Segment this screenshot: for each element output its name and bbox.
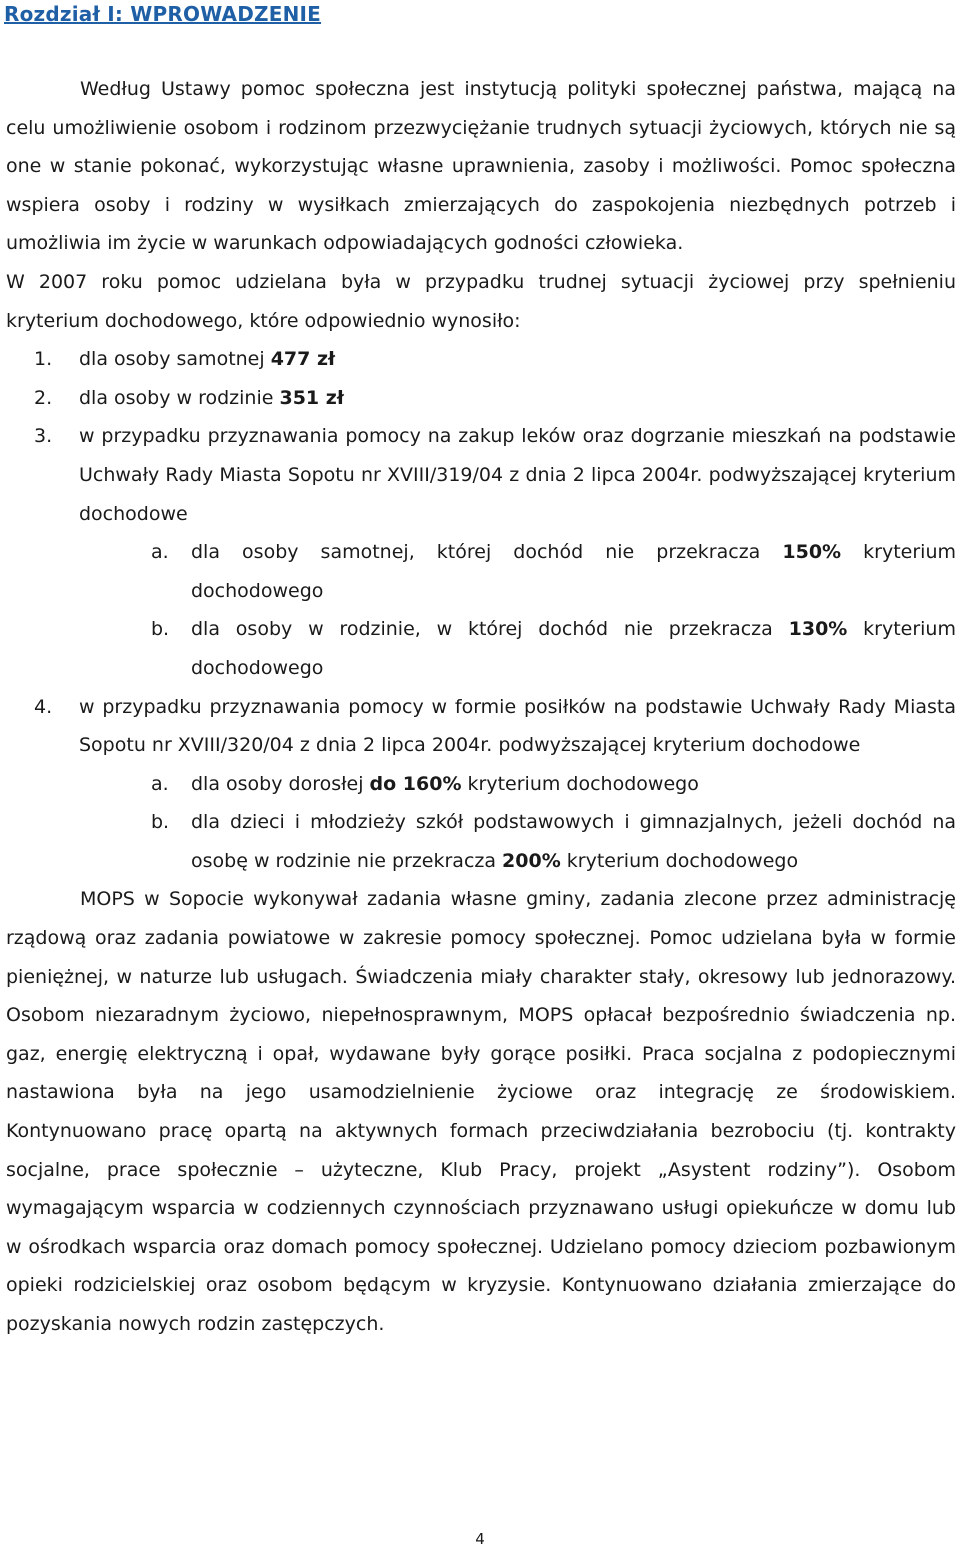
- sub-item-text: dla osoby samotnej, której dochód nie przekracza: [191, 541, 783, 564]
- sub-list-item: [6, 765, 956, 804]
- list-item-amount: 477 zł: [270, 348, 336, 371]
- sub-list-letter: a.: [151, 541, 169, 564]
- list-item-amount: 351 zł: [279, 386, 344, 409]
- sub-item-text: dla dzieci i młodzieży szkół podstawowych i gimnazjalnych, jeżeli dochód na osobę w rodzinie nie przekracza: [191, 811, 956, 872]
- sub-list: [79, 765, 956, 881]
- criteria-list: [6, 340, 956, 880]
- sub-list-letter: b.: [151, 811, 170, 834]
- mops-paragraph: MOPS w Sopocie wykonywał zadania własne gminy, zadania zlecone przez administrację rządową oraz zadania powiatowe w zakresie pomocy społecznej. Pomoc udzielana była w formie pieniężnej, w naturze lub usługach. Świadczenia miały charakter stały, okresowy lub jednorazowy. Osobom niezaradnym życiowo, niepełnosprawnym, MOPS opłacał bezpośrednio świadczenia np. gaz, energię elektryczną i opał, wydawane były gorące posiłki. Praca socjalna z podopiecznymi nastawiona była na jego usamodzielnienie życiowe oraz integrację ze środowiskiem. Kontynuowano pracę opartą na aktywnych formach przeciwdziałania bezrobociu (tj. kontrakty socjalne, prace społecznie – użyteczne, Klub Pracy, projekt „Asystent rodziny”). Osobom wymagającym wsparcia w codziennych czynnościach przyznawano usługi opiekuńcze w domu lub w ośrodkach wsparcia oraz domach pomocy społecznej. Udzielano pomocy dzieciom pozbawionym opieki rodzicielskiej oraz osobom będącym w kryzysie. Kontynuowano działania zmierzające do pozyskania nowych rodzin zastępczych.: [6, 888, 956, 1335]
- sub-list-item: [6, 610, 956, 687]
- sub-list-item: [6, 533, 956, 610]
- sub-item-percent: 130%: [788, 618, 848, 641]
- page-number: 4: [475, 1530, 485, 1548]
- list-item-text: dla osoby w rodzinie: [79, 386, 280, 409]
- chapter-heading: Rozdział I: WPROWADZENIE: [4, 2, 322, 26]
- list-item-text: w przypadku przyznawania pomocy na zakup leków oraz dogrzanie mieszkań na podstawie Uchwały Rady Miasta Sopotu nr XVIII/319/04 z dnia 2 lipca 2004r. podwyższającej kryterium dochodowe: [79, 425, 956, 525]
- sub-item-percent: 200%: [502, 849, 561, 872]
- sub-item-text-end: kryterium dochodowego: [191, 618, 956, 679]
- sub-list-item: [6, 803, 956, 880]
- criteria-paragraph: W 2007 roku pomoc udzielana była w przypadku trudnej sytuacji życiowej przy spełnieniu kryterium dochodowego, które odpowiednio wynosiło:: [6, 270, 956, 332]
- list-item: [6, 417, 956, 687]
- list-item-text: dla osoby samotnej: [79, 348, 271, 371]
- list-item: [6, 379, 956, 418]
- list-item-text: w przypadku przyznawania pomocy w formie posiłków na podstawie Uchwały Rady Miasta Sopotu nr XVIII/320/04 z dnia 2 lipca 2004r. podwyższającej kryterium dochodowe: [79, 695, 956, 757]
- sub-item-percent: do 160%: [369, 772, 462, 795]
- sub-item-text: dla osoby w rodzinie, w której dochód nie przekracza: [191, 618, 789, 641]
- sub-list-letter: a.: [151, 772, 169, 795]
- list-item: [6, 340, 956, 379]
- list-number: 3.: [34, 425, 53, 448]
- sub-list: [79, 533, 956, 687]
- sub-item-text-end: kryterium dochodowego: [461, 772, 699, 795]
- sub-item-text-end: kryterium dochodowego: [560, 849, 799, 872]
- list-number: 2.: [34, 386, 53, 409]
- intro-paragraph: Według Ustawy pomoc społeczna jest instytucją polityki społecznej państwa, mającą na celu umożliwienie osobom i rodzinom przezwyciężanie trudnych sytuacji życiowych, których nie są one w stanie pokonać, wykorzystując własne uprawnienia, zasoby i możliwości. Pomoc społeczna wspiera osoby i rodziny w wysiłkach zmierzających do zaspokojenia niezbędnych potrzeb i umożliwia im życie w warunkach odpowiadających godności człowieka.: [6, 78, 956, 255]
- list-number: 4.: [34, 695, 53, 718]
- list-number: 1.: [34, 348, 53, 371]
- sub-item-text: dla osoby dorosłej: [191, 772, 370, 795]
- list-item: [6, 688, 956, 881]
- document-body: [6, 70, 956, 1344]
- sub-list-letter: b.: [151, 618, 170, 641]
- sub-item-percent: 150%: [782, 541, 842, 564]
- sub-item-text-end: kryterium dochodowego: [191, 541, 956, 602]
